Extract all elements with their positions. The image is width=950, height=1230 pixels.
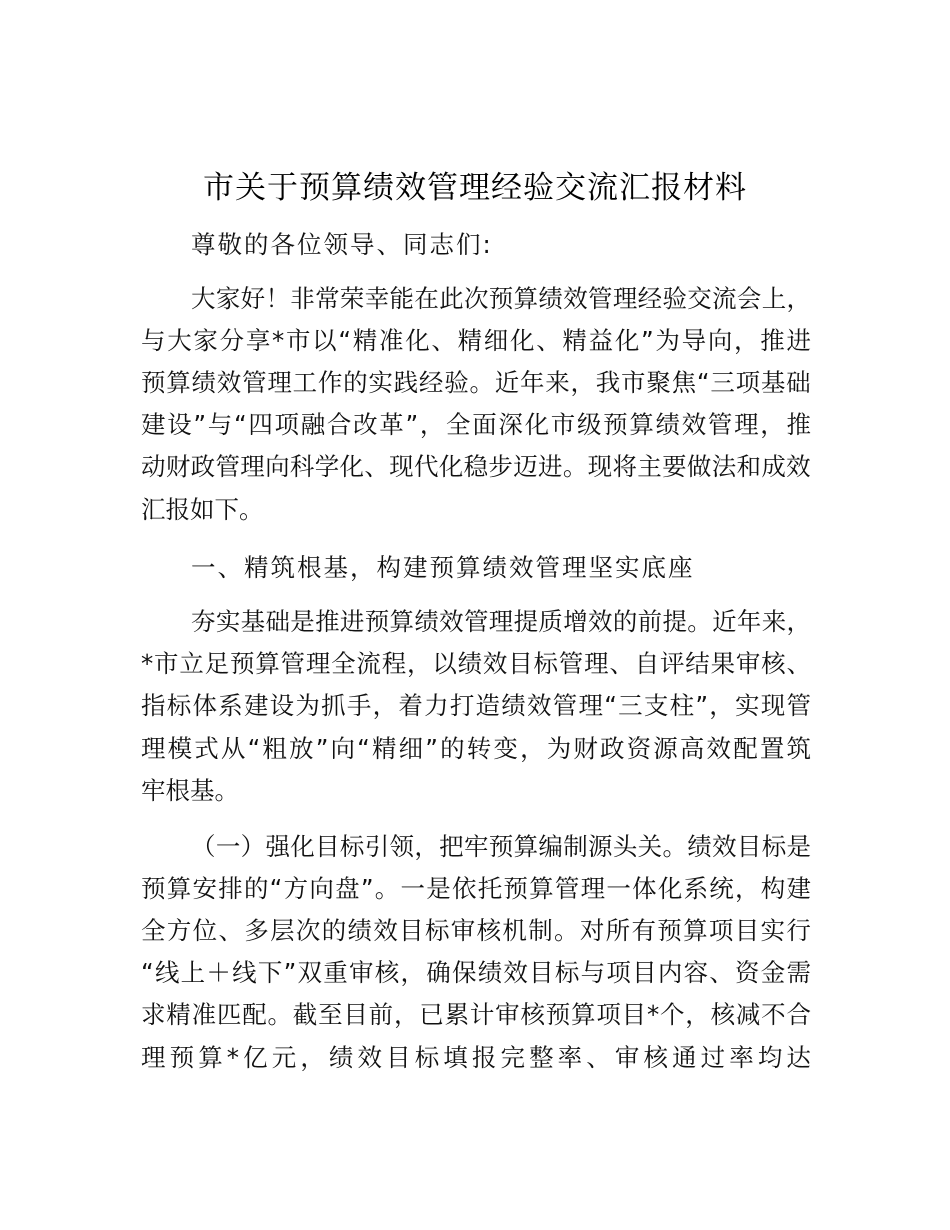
paragraph-line: “ 线 上 ＋ 线 下 ” 双 重 审 核 ， 确 保 绩 效 目 标 与 项 目 内 容 、 资 金 需 [141,958,811,987]
paragraph-line: 全 方 位 、 多 层 次 的 绩 效 目 标 审 核 机 制 。 对 所 有 预 算 项 目 实 行 [141,916,811,945]
document-title: 市关于预算绩效管理经验交流汇报材料 [203,170,747,206]
paragraph-line: 汇报如下。 [141,495,264,524]
paragraph-line: （ 一 ） 强 化 目 标 引 领 ， 把 牢 预 算 编 制 源 头 关 。 绩 效 目 标 是 [191,832,811,861]
paragraph-line: 求 精 准 匹 配 。 截 至 目 前 ， 已 累 计 审 核 预 算 项 目 * 个 ， 核 减 不 合 [141,1000,811,1029]
paragraph-line: 指 标 体 系 建 设 为 抓 手 ， 着 力 打 造 绩 效 管 理 “ 三 支 柱 ” ， 实 现 管 [141,691,811,720]
paragraph-line: 大 家 好 ！ 非 常 荣 幸 能 在 此 次 预 算 绩 效 管 理 经 验 交 流 会 上 ， [191,284,811,313]
paragraph-line: * 市 立 足 预 算 管 理 全 流 程 ， 以 绩 效 目 标 管 理 、 自 评 结 果 审 核 、 [141,649,811,678]
paragraph-line: 理 预 算 * 亿 元 ， 绩 效 目 标 填 报 完 整 率 、 审 核 通 过 率 均 达 [141,1043,811,1072]
greeting: 尊敬的各位领导、同志们: [191,230,493,259]
section-heading: 一、精筑根基，构建预算绩效管理坚实底座 [191,553,695,582]
paragraph-line: 动 财 政 管 理 向 科 学 化 、 现 代 化 稳 步 迈 进 。 现 将 主 要 做 法 和 成 效 [141,452,811,481]
paragraph-line: 预 算 安 排 的 “ 方 向 盘 ” 。 一 是 依 托 预 算 管 理 一 体 化 系 统 ， 构 建 [141,874,811,903]
paragraph-line: 建 设 ” 与 “ 四 项 融 合 改 革 ” ， 全 面 深 化 市 级 预 算 绩 效 管 理 ， 推 [141,410,811,439]
paragraph-line: 夯 实 基 础 是 推 进 预 算 绩 效 管 理 提 质 增 效 的 前 提 。 近 年 来 ， [191,607,811,636]
paragraph-line: 与 大 家 分 享 * 市 以 “ 精 准 化 、 精 细 化 、 精 益 化 ” 为 导 向 ， 推 进 [141,326,811,355]
paragraph-line: 预 算 绩 效 管 理 工 作 的 实 践 经 验 。 近 年 来 ， 我 市 聚 焦 “ 三 项 基 础 [141,368,811,397]
paragraph-line: 牢根基。 [141,776,239,805]
paragraph-line: 理 模 式 从 “ 粗 放 ” 向 “ 精 细 ” 的 转 变 ， 为 财 政 资 源 高 效 配 置 筑 [141,734,811,763]
